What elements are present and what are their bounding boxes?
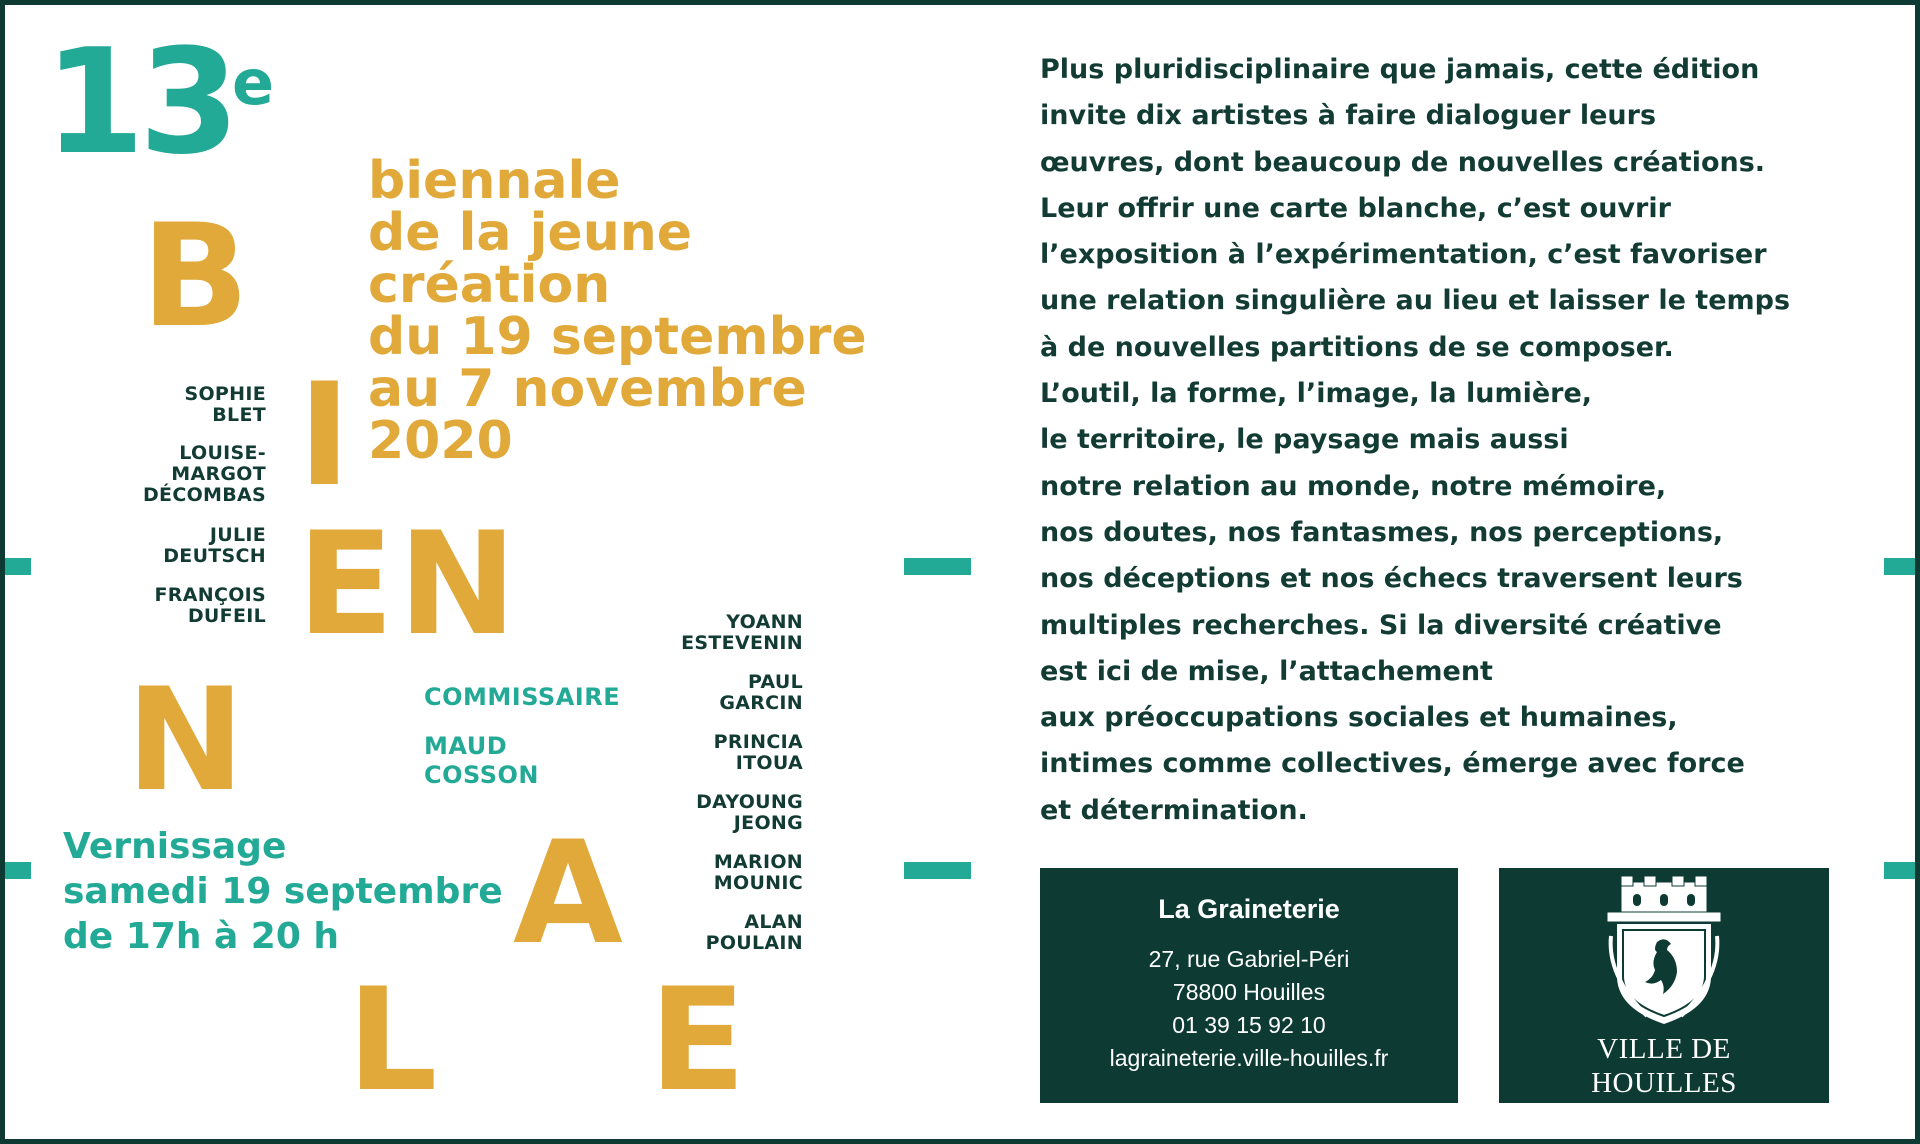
venue-phone: 01 39 15 92 10 (1172, 1012, 1326, 1038)
description-line: notre relation au monde, notre mémoire, (1040, 470, 1667, 502)
divider-dash (5, 558, 31, 575)
commissaire-label: COMMISSAIRE (424, 683, 621, 711)
description-line: et détermination. (1040, 794, 1308, 826)
description-line: à de nouvelles partitions de se composer. (1040, 331, 1674, 363)
artist-name: MARION MOUNIC (713, 851, 803, 894)
description-line: le territoire, le paysage mais aussi (1040, 424, 1569, 456)
event-subtitle (368, 151, 867, 471)
artist-name: ALAN POULAIN (705, 911, 803, 954)
subtitle-line: de la jeune (368, 203, 693, 263)
title-letter-b: B (141, 194, 250, 359)
artist-name: YOANN ESTEVENIN (681, 611, 803, 654)
divider-dash (1884, 558, 1915, 575)
title-letter-l: L (347, 958, 438, 1123)
artist-name: PAUL GARCIN (719, 671, 803, 714)
description-line: aux préoccupations sociales et humaines, (1040, 702, 1678, 734)
venue-card (1040, 868, 1458, 1103)
venue-city: 78800 Houilles (1172, 979, 1326, 1005)
subtitle-line: 2020 (368, 411, 513, 471)
description-line: l’exposition à l’expérimentation, c’est favoriser (1040, 239, 1767, 271)
edition-suffix: e (232, 46, 275, 119)
city-name-line2: HOUILLES (1591, 1067, 1737, 1099)
title-letter-a: A (513, 811, 623, 976)
subtitle-line: biennale (368, 151, 621, 211)
venue-website[interactable]: lagraineterie.ville-houilles.fr (1109, 1045, 1389, 1071)
city-logo-card (1499, 868, 1829, 1103)
title-letter-n: N (126, 658, 245, 823)
artist-name: DAYOUNG JEONG (696, 791, 803, 834)
venue-name: La Graineterie (1158, 894, 1340, 924)
description-line: Leur offrir une carte blanche, c’est ouvrir (1040, 192, 1671, 224)
commissaire-name-line1: MAUD (424, 732, 508, 760)
artist-name: SOPHIE BLET (184, 383, 266, 426)
commissaire-name-line2: COSSON (424, 761, 539, 789)
vernissage-title: Vernissage (63, 826, 287, 867)
vernissage-time: de 17h à 20 h (63, 916, 340, 957)
subtitle-line: création (368, 255, 611, 315)
title-letter-i: I (298, 353, 351, 518)
vernissage-date: samedi 19 septembre (63, 871, 503, 912)
subtitle-line: au 7 novembre (368, 359, 807, 419)
description-line: œuvres, dont beaucoup de nouvelles créations. (1040, 146, 1766, 178)
divider-dash (904, 862, 971, 879)
description-line: une relation singulière au lieu et laisser le temps (1040, 285, 1791, 317)
description-line: invite dix artistes à faire dialoguer leurs (1040, 100, 1657, 132)
divider-dash (5, 862, 31, 879)
divider-dash (904, 558, 971, 575)
description-line: nos déceptions et nos échecs traversent leurs (1040, 563, 1743, 595)
description-line: multiples recherches. Si la diversité créative (1040, 609, 1722, 641)
description-line: Plus pluridisciplinaire que jamais, cette édition (1040, 54, 1760, 85)
description-line: est ici de mise, l’attachement (1040, 655, 1493, 687)
artist-name: PRINCIA ITOUA (713, 731, 803, 774)
title-letter-e: E (649, 958, 747, 1123)
description-line: intimes comme collectives, émerge avec force (1040, 748, 1745, 780)
coat-of-arms-icon (1607, 876, 1721, 1026)
artist-name: JULIE DEUTSCH (163, 524, 266, 567)
artist-name: LOUISE- MARGOT DÉCOMBAS (142, 442, 266, 506)
title-letters-en: EN (297, 502, 521, 667)
subtitle-line: du 19 septembre (368, 307, 867, 367)
vernissage-info (63, 824, 503, 959)
artist-name: FRANÇOIS DUFEIL (154, 584, 266, 627)
city-name-line1: VILLE DE (1597, 1033, 1731, 1065)
description-paragraph (1040, 47, 1880, 834)
edition-number: 13 (44, 18, 234, 187)
venue-address: 27, rue Gabriel-Péri (1148, 946, 1350, 972)
description-line: nos doutes, nos fantasmes, nos perceptions, (1040, 516, 1724, 548)
divider-dash (1884, 862, 1915, 879)
description-line: L’outil, la forme, l’image, la lumière, (1040, 378, 1593, 410)
